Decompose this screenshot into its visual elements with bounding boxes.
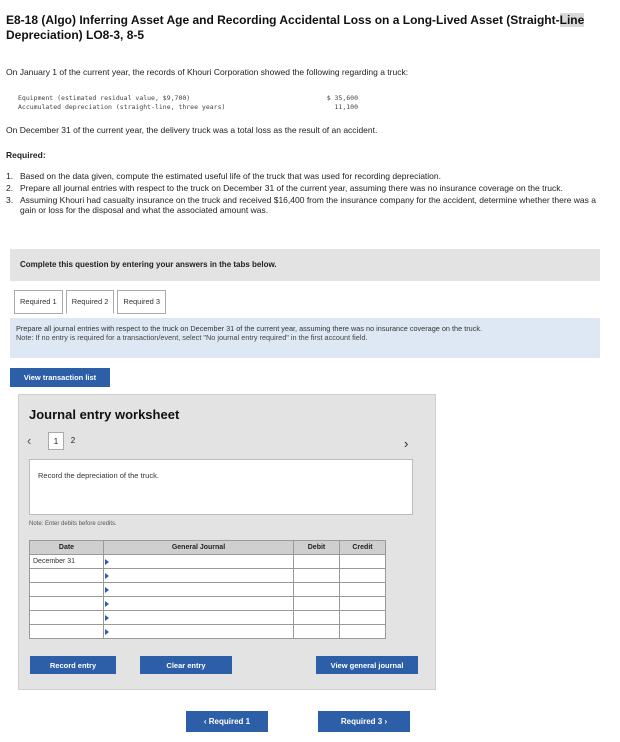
credit-input[interactable]: [340, 597, 386, 611]
record-entry-button[interactable]: Record entry: [30, 656, 116, 674]
debit-input[interactable]: [294, 583, 340, 597]
account-row: [18, 94, 358, 103]
next-tab-button[interactable]: [318, 711, 410, 732]
date-cell: [30, 597, 104, 611]
tab-required-2[interactable]: Required 2: [66, 290, 115, 314]
account-amount: $ 35,600: [326, 94, 358, 102]
date-cell: [30, 611, 104, 625]
account-select[interactable]: [104, 611, 294, 625]
credit-input[interactable]: [340, 555, 386, 569]
table-row: [30, 583, 386, 597]
debit-input[interactable]: [294, 611, 340, 625]
chevron-left-icon[interactable]: ‹: [27, 433, 32, 448]
column-header-debit: Debit: [294, 541, 340, 555]
worksheet-page-2[interactable]: 2: [70, 436, 76, 445]
account-select[interactable]: [104, 555, 294, 569]
credit-input[interactable]: [340, 625, 386, 639]
requirement-item: 3. Assuming Khouri had casualty insurance on the truck and received $16,400 from the insurance company for the accident, determine whether there was a gain or loss for the disposal and what the associated amount was.: [6, 195, 596, 215]
account-row: [18, 103, 358, 112]
credit-input[interactable]: [340, 611, 386, 625]
required-tabs: [14, 290, 166, 314]
column-header-credit: Credit: [340, 541, 386, 555]
debit-input[interactable]: [294, 597, 340, 611]
problem-title: E8-18 (Algo) Inferring Asset Age and Recording Accidental Loss on a Long-Lived Asset (Straight-Line Depreciation) LO8-3, 8-5: [6, 13, 585, 42]
requirements-list: [6, 171, 612, 217]
tab-required-1[interactable]: Required 1: [14, 290, 63, 314]
clear-entry-button[interactable]: Clear entry: [140, 656, 232, 674]
account-label: Accumulated depreciation (straight-line, three years): [18, 103, 226, 111]
account-amount: 11,100: [334, 103, 358, 111]
debit-input[interactable]: [294, 555, 340, 569]
date-cell: [30, 569, 104, 583]
previous-tab-button[interactable]: [186, 711, 268, 732]
previous-tab-label: Required 1: [208, 717, 251, 726]
requirement-item: 1. Based on the data given, compute the estimated useful life of the truck that was used for recording depreciation.: [6, 171, 441, 181]
highlighted-text: Line: [559, 13, 585, 27]
account-balances: [18, 94, 358, 112]
account-select[interactable]: [104, 583, 294, 597]
instruction-banner: Complete this question by entering your answers in the tabs below.: [10, 249, 600, 281]
account-select[interactable]: [104, 625, 294, 639]
tab-instruction-text: Prepare all journal entries with respect to the truck on December 31 of the current year, assuming there was no insurance coverage on the truck.: [16, 324, 483, 333]
account-label: Equipment (estimated residual value, $9,700): [18, 94, 191, 102]
tab-instruction-note: Note: If no entry is required for a transaction/event, select "No journal entry required" in the first account field.: [16, 333, 368, 342]
debits-note: Note: Enter debits before credits.: [29, 521, 117, 527]
accident-text: On December 31 of the current year, the delivery truck was a total loss as the result of an accident.: [6, 125, 378, 135]
column-header-general-journal: General Journal: [104, 541, 294, 555]
view-transaction-list-button[interactable]: View transaction list: [10, 368, 110, 387]
debit-input[interactable]: [294, 569, 340, 583]
credit-input[interactable]: [340, 583, 386, 597]
chevron-right-icon: ›: [382, 717, 388, 726]
table-row: [30, 597, 386, 611]
table-row: [30, 555, 386, 569]
credit-input[interactable]: [340, 569, 386, 583]
chevron-right-icon[interactable]: ›: [404, 436, 409, 451]
tab-instructions: [10, 318, 600, 358]
journal-entry-table: [29, 540, 386, 639]
date-cell: [30, 625, 104, 639]
worksheet-page-1[interactable]: 1: [48, 432, 64, 450]
transaction-description: Record the depreciation of the truck.: [29, 459, 413, 515]
table-row: [30, 611, 386, 625]
chevron-left-icon: ‹: [203, 717, 209, 726]
table-row: [30, 569, 386, 583]
view-general-journal-button[interactable]: View general journal: [316, 656, 418, 674]
requirement-item: 2. Prepare all journal entries with respect to the truck on December 31 of the current year, assuming there was no insurance coverage on the truck.: [6, 183, 563, 193]
tab-required-3[interactable]: Required 3: [117, 290, 166, 314]
date-cell: December 31: [30, 555, 104, 569]
journal-entry-worksheet: [18, 394, 436, 690]
required-heading: Required:: [6, 150, 46, 160]
next-tab-label: Required 3: [340, 717, 383, 726]
intro-text: On January 1 of the current year, the records of Khouri Corporation showed the following regarding a truck:: [6, 67, 409, 77]
account-select[interactable]: [104, 597, 294, 611]
date-cell: [30, 583, 104, 597]
table-row: [30, 625, 386, 639]
column-header-date: Date: [30, 541, 104, 555]
debit-input[interactable]: [294, 625, 340, 639]
account-select[interactable]: [104, 569, 294, 583]
worksheet-title: Journal entry worksheet: [29, 407, 180, 422]
